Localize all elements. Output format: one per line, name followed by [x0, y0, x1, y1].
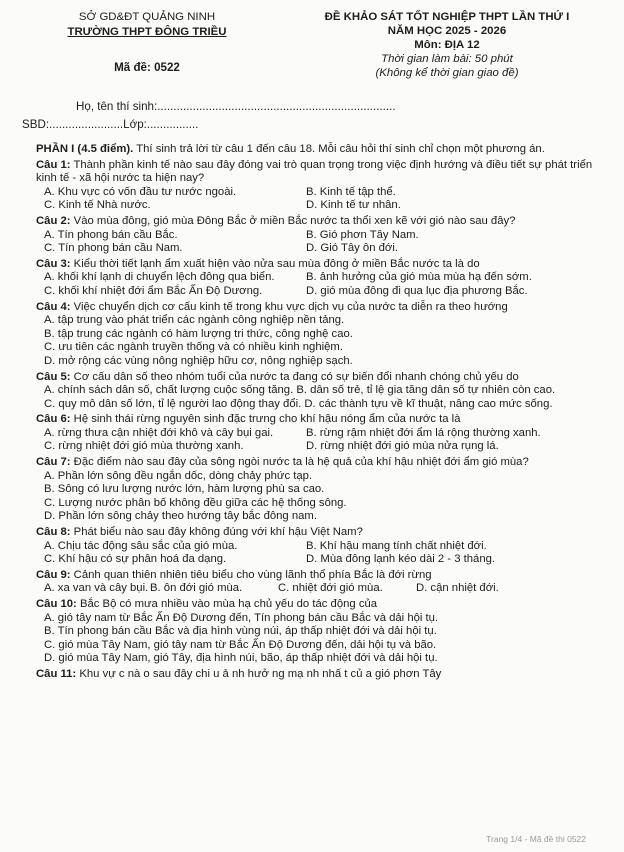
question-text: Đặc điểm nào sau đây của sông ngòi nước ta là hệ quả của khí hậu nhiệt đới ẩm gió mùa? — [70, 456, 529, 469]
school-name: TRƯỜNG THPT ĐÔNG TRIỀU — [67, 26, 227, 38]
answer-option: B. tập trung các ngành có hàm lượng tri thức, công nghệ cao. — [44, 327, 353, 340]
answer-option: A. Tín phong bán cầu Bắc. — [44, 228, 178, 241]
answer-option: A. Phần lớn sông đều ngắn dốc, dòng chảy phức tạp. — [44, 469, 313, 482]
answer-option: A. Khu vực có vốn đầu tư nước ngoài. — [44, 185, 237, 198]
answer-options — [36, 186, 610, 213]
part-title: PHẦN I (4.5 điểm). — [36, 143, 134, 155]
answer-option: D. Phần lớn sông chảy theo hướng tây bắc đông nam. — [44, 510, 317, 523]
answer-options — [36, 384, 610, 411]
question-stem — [36, 413, 610, 427]
answer-options — [36, 470, 610, 524]
question-stem — [36, 215, 610, 229]
question-stem — [36, 456, 610, 470]
answer-option: C. nhiệt đới gió mùa. — [278, 582, 383, 595]
exam-header — [0, 10, 624, 90]
exam-title-block — [282, 10, 612, 80]
answer-options — [36, 427, 610, 454]
answer-option: C. Khí hậu có sự phân hoá đa dạng. — [44, 553, 227, 566]
duration: Thời gian làm bài: 50 phút — [381, 53, 513, 65]
part-instruction: Thí sinh trả lời từ câu 1 đến câu 18. Mỗi câu hỏi thí sinh chỉ chọn một phương án. — [133, 143, 545, 155]
answer-option: D. Mùa đông lạnh kéo dài 2 - 3 tháng. — [306, 553, 496, 566]
question-number: Câu 5: — [36, 370, 71, 383]
question-number: Câu 7: — [36, 456, 71, 469]
answer-option: B. Kinh tế tập thể. — [306, 185, 396, 198]
question-text: Kiểu thời tiết lạnh ẩm xuất hiện vào nửa sau mùa đông ở miền Bắc nước ta là do — [70, 257, 480, 270]
answer-option: C. rừng nhiệt đới gió mùa thường xanh. — [44, 440, 244, 453]
question-text: Cảnh quan thiên nhiên tiêu biểu cho vùng lãnh thổ phía Bắc là đới rừng — [70, 568, 432, 581]
question-4 — [36, 301, 610, 369]
answer-option: B. Sông có lưu lượng nước lớn, hàm lượng phù sa cao. — [44, 483, 325, 496]
question-stem — [36, 258, 610, 272]
question-stem — [36, 569, 610, 583]
question-stem — [36, 301, 610, 315]
answer-option: D. gió mùa Tây Nam, gió Tây, địa hình núi, bão, áp thấp nhiệt đới và dải hội tụ. — [44, 652, 438, 665]
question-text: Phát biểu nào sau đây không đúng với khí hậu Việt Nam? — [70, 526, 363, 539]
question-stem — [36, 159, 610, 186]
answer-option: D. mở rộng các vùng nông nghiệp hữu cơ, nông nghiệp sạch. — [44, 354, 353, 367]
answer-options — [36, 271, 610, 298]
answer-option: C. Lượng nước phân bố không đều giữa các hệ thống sông. — [44, 496, 347, 509]
answer-option: C. gió mùa Tây Nam, gió tây nam từ Bắc Ấn Độ Dương đến, dải hội tụ và bão. — [44, 638, 437, 651]
school-block — [22, 10, 272, 75]
question-stem — [36, 598, 610, 612]
page-footer: Trang 1/4 - Mã đề thi 0522 — [486, 834, 586, 844]
answer-option: D. gió mùa đông đi qua lục địa phương Bắc. — [306, 284, 528, 297]
question-number: Câu 6: — [36, 413, 71, 426]
answer-option: C. khối khí nhiệt đới ẩm Bắc Ấn Độ Dương. — [44, 284, 263, 297]
answer-options — [36, 229, 610, 256]
answer-option: C. Kinh tế Nhà nước. — [44, 199, 151, 212]
question-1 — [36, 159, 610, 213]
question-text: Thành phần kinh tế nào sau đây đóng vai trò quan trọng trong việc định hướng và điều tiết sự phát triển kinh tế - xã hội nước ta hiện nay? — [36, 158, 593, 185]
answer-option: C. ưu tiên các ngành truyền thống và có nhiều kinh nghiệm. — [44, 341, 343, 354]
question-3 — [36, 258, 610, 299]
student-name-line: Họ, tên thí sinh:.......................................................................... — [76, 100, 396, 113]
question-9 — [36, 569, 610, 596]
answer-option: B. rừng rậm nhiệt đới ẩm lá rộng thường xanh. — [306, 426, 541, 439]
question-11 — [36, 668, 610, 682]
exam-code: Mã đề: 0522 — [114, 61, 180, 74]
subject: Môn: ĐỊA 12 — [414, 39, 480, 51]
answer-options — [36, 582, 610, 596]
answer-option: B. ôn đới gió mùa. — [150, 582, 243, 595]
exam-title: ĐỀ KHẢO SÁT TỐT NGHIỆP THPT LẦN THỨ I — [324, 11, 570, 23]
answer-option: A. rừng thưa cận nhiệt đới khô và cây bụi gai. — [44, 426, 274, 439]
question-number: Câu 10: — [36, 598, 77, 610]
question-stem — [36, 526, 610, 540]
answer-option: D. Gió Tây ôn đới. — [306, 242, 398, 255]
answer-option: A. tập trung vào phát triển các ngành công nghiệp nền tảng. — [44, 314, 345, 327]
question-number: Câu 11: — [36, 667, 77, 680]
question-text: Khu vự c nà o sau đây chi u ả nh hưở ng mạ nh nhấ t củ a gió phơn Tây — [76, 667, 442, 680]
answer-option: B. Tín phong bán cầu Bắc và địa hình vùng núi, áp thấp nhiệt đới và dải hội tụ. — [44, 625, 437, 638]
question-text: Việc chuyển dịch cơ cấu kinh tế trong khu vực dịch vụ của nước ta diễn ra theo hướng — [70, 300, 508, 313]
school-year: NĂM HỌC 2025 - 2026 — [387, 25, 507, 37]
question-section — [36, 143, 610, 682]
answer-option: D. cận nhiệt đới. — [416, 582, 499, 595]
question-stem — [36, 371, 610, 385]
question-number: Câu 2: — [36, 214, 71, 227]
duration-note: (Không kể thời gian giao đề) — [375, 67, 519, 79]
question-stem — [36, 668, 610, 682]
answer-option: A. gió tây nam từ Bắc Ấn Độ Dương đến, Tín phong bán cầu Bắc và dải hội tụ. — [44, 611, 439, 624]
question-number: Câu 3: — [36, 257, 71, 270]
answer-options — [36, 612, 610, 666]
question-10 — [36, 598, 610, 666]
question-6 — [36, 413, 610, 454]
question-7 — [36, 456, 610, 524]
sbd-class-line: SBD:.......................Lớp:................ — [22, 118, 199, 131]
question-number: Câu 1: — [36, 158, 71, 171]
answer-option: B. ảnh hưởng của gió mùa mùa hạ đến sớm. — [306, 271, 532, 284]
part-1-heading — [36, 143, 610, 157]
question-2 — [36, 215, 610, 256]
answer-option: A. Chịu tác động sâu sắc của gió mùa. — [44, 539, 238, 552]
question-text: Vào mùa đông, gió mùa Đông Bắc ở miền Bắc nước ta thổi xen kẽ với gió nào sau đây? — [70, 214, 516, 227]
question-8 — [36, 526, 610, 567]
question-text: Bắc Bộ có mưa nhiều vào mùa hạ chủ yếu do tác động của — [76, 598, 378, 610]
answer-option: A. xa van và cây bụi. — [44, 582, 149, 595]
answer-option: A. chính sách dân số, chất lượng cuộc sống tăng. B. dân số trẻ, tỉ lệ gia tăng dân số tự nhiên còn cao. — [44, 384, 556, 397]
answer-option: B. Gió phơn Tây Nam. — [306, 228, 419, 241]
answer-option: C. Tín phong bán cầu Nam. — [44, 242, 183, 255]
question-5 — [36, 371, 610, 412]
answer-option: D. rừng nhiệt đới gió mùa nửa rụng lá. — [306, 440, 499, 453]
answer-option: D. Kinh tế tư nhân. — [306, 199, 401, 212]
answer-option: C. quy mô dân số lớn, tỉ lệ người lao động thay đổi. D. các thành tựu về kĩ thuật, nâng cao mức sống. — [44, 397, 553, 410]
question-number: Câu 9: — [36, 568, 71, 581]
question-number: Câu 4: — [36, 300, 71, 313]
answer-options — [36, 314, 610, 368]
question-text: Hệ sinh thái rừng nguyên sinh đặc trưng cho khí hậu nóng ẩm của nước ta là — [70, 413, 461, 426]
department-name: SỞ GD&ĐT QUẢNG NINH — [78, 11, 216, 23]
answer-option: B. Khí hậu mang tính chất nhiệt đới. — [306, 539, 487, 552]
question-text: Cơ cấu dân số theo nhóm tuổi của nước ta đang có sự biến đổi nhanh chóng chủ yếu do — [70, 370, 519, 383]
answer-options — [36, 540, 610, 567]
question-number: Câu 8: — [36, 526, 71, 539]
answer-option: A. khối khí lạnh di chuyển lệch đông qua biển. — [44, 271, 275, 284]
